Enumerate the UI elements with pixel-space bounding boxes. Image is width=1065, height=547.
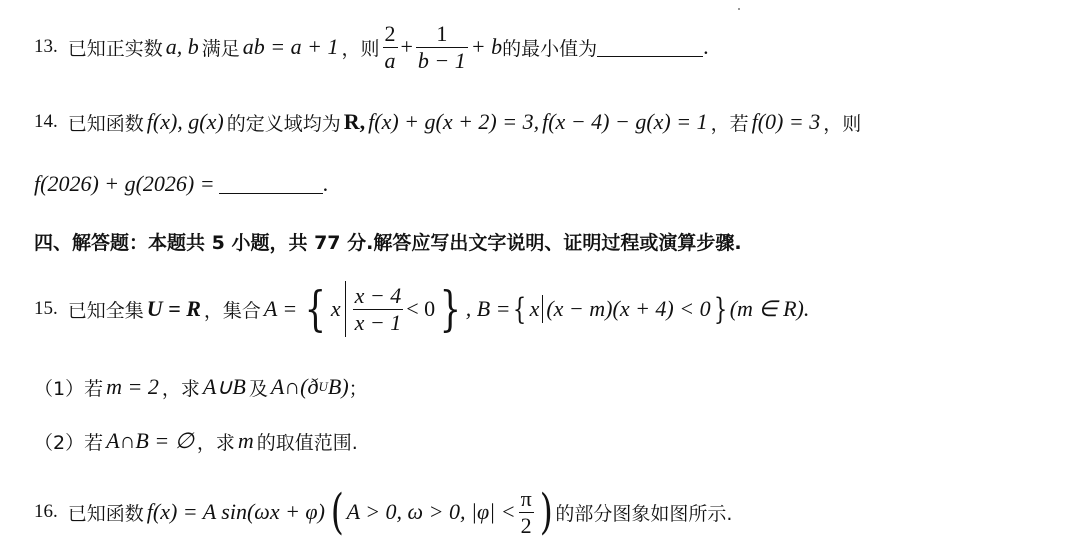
period: . [322, 171, 329, 196]
math-set-B: , B = [465, 296, 511, 321]
question-13 [34, 12, 1055, 82]
period: . [703, 34, 709, 59]
section-title: 四、解答题：本题共 5 小题，共 77 分.解答应写出文字说明、证明过程或演算步骤. [34, 231, 742, 254]
math-equation: f(x) + g(x + 2) = 3, [368, 109, 540, 134]
question-text: ，则 [341, 37, 380, 60]
question-15-part-1 [34, 370, 1055, 404]
question-14-line-2 [34, 166, 1055, 202]
math-function: f(x) = A sin(ωx + φ) [146, 499, 325, 524]
fraction-numerator: x − 4 [354, 283, 402, 309]
section-heading [34, 226, 1055, 256]
math-equation: m = 2 [106, 374, 159, 399]
part-label: （1）若 [34, 377, 104, 400]
math-condition: A > 0, ω > 0, |φ| < [346, 499, 516, 524]
math-condition: (m ∈ R). [729, 296, 810, 321]
fraction [383, 21, 398, 73]
question-16 [34, 480, 1055, 544]
math-intersection: A∩(ð [270, 374, 319, 399]
fraction-denominator: b − 1 [417, 47, 466, 73]
question-text: ，集合 [203, 299, 261, 322]
math-equation: A∩B = ∅ [106, 428, 194, 453]
question-text: ，求 [196, 431, 235, 454]
math-equation: f(2026) + g(2026) = [34, 171, 215, 196]
question-text: 及 [248, 377, 268, 400]
right-brace: } [439, 281, 462, 337]
question-text: 已知函数 [67, 502, 144, 525]
left-paren: ( [330, 484, 344, 540]
question-text: 的定义域均为 [226, 112, 341, 135]
math-universal-set: U = R [146, 296, 201, 321]
math-vars: a, b [165, 34, 199, 59]
math-equation: f(x − 4) − g(x) = 1 [542, 109, 708, 134]
question-text: 满足 [201, 37, 240, 60]
question-text: ，则 [823, 112, 862, 135]
question-14 [34, 104, 1055, 140]
math-expression: + b [470, 34, 503, 59]
question-number: 15. [34, 298, 58, 319]
answer-blank[interactable] [219, 175, 323, 194]
left-brace: { [304, 281, 327, 337]
fraction [519, 486, 534, 538]
math-equation: ab = a + 1 [242, 34, 339, 59]
math-equation: f(0) = 3 [751, 109, 821, 134]
math-var: x [529, 296, 540, 321]
question-15-part-2 [34, 424, 1055, 458]
math-var: x [330, 296, 341, 321]
part-label: （2）若 [34, 431, 104, 454]
question-15 [34, 276, 1055, 342]
punctuation: ； [348, 377, 368, 400]
scan-speck [738, 8, 740, 10]
math-operator: + [400, 34, 413, 59]
fraction-denominator: 2 [520, 512, 532, 538]
right-paren: ) [539, 484, 553, 540]
question-text: 的最小值为 [502, 37, 598, 60]
question-text: ，若 [710, 112, 749, 135]
right-brace: } [713, 291, 727, 327]
math-var: m [237, 428, 254, 453]
question-text: 的取值范围. [256, 431, 358, 454]
question-text: 已知全集 [67, 299, 144, 322]
fraction [353, 283, 404, 335]
math-inequality: < 0 [406, 296, 436, 321]
question-text: 已知正实数 [67, 37, 163, 60]
fraction-denominator: a [384, 47, 396, 73]
fraction-numerator: 2 [384, 21, 396, 47]
left-brace: { [513, 291, 527, 327]
math-set: B) [327, 374, 349, 399]
fraction-denominator: x − 1 [354, 309, 402, 335]
fraction-numerator: 1 [436, 21, 448, 47]
question-number: 16. [34, 501, 58, 522]
math-subscript: U [318, 379, 328, 394]
math-set-R: R, [343, 109, 366, 134]
answer-blank[interactable] [597, 38, 703, 57]
question-text: 的部分图象如图所示. [555, 502, 733, 525]
question-number: 14. [34, 111, 58, 132]
math-set-A: A = [263, 296, 298, 321]
set-separator [542, 295, 543, 323]
fraction [416, 21, 468, 73]
math-functions: f(x), g(x) [146, 109, 224, 134]
question-text: 已知函数 [67, 112, 144, 135]
fraction-numerator: π [520, 486, 532, 512]
math-union: A∪B [202, 374, 246, 399]
question-number: 13. [34, 36, 58, 57]
question-text: ，求 [161, 377, 200, 400]
math-condition: (x − m)(x + 4) < 0 [546, 296, 711, 321]
set-separator [345, 281, 346, 337]
